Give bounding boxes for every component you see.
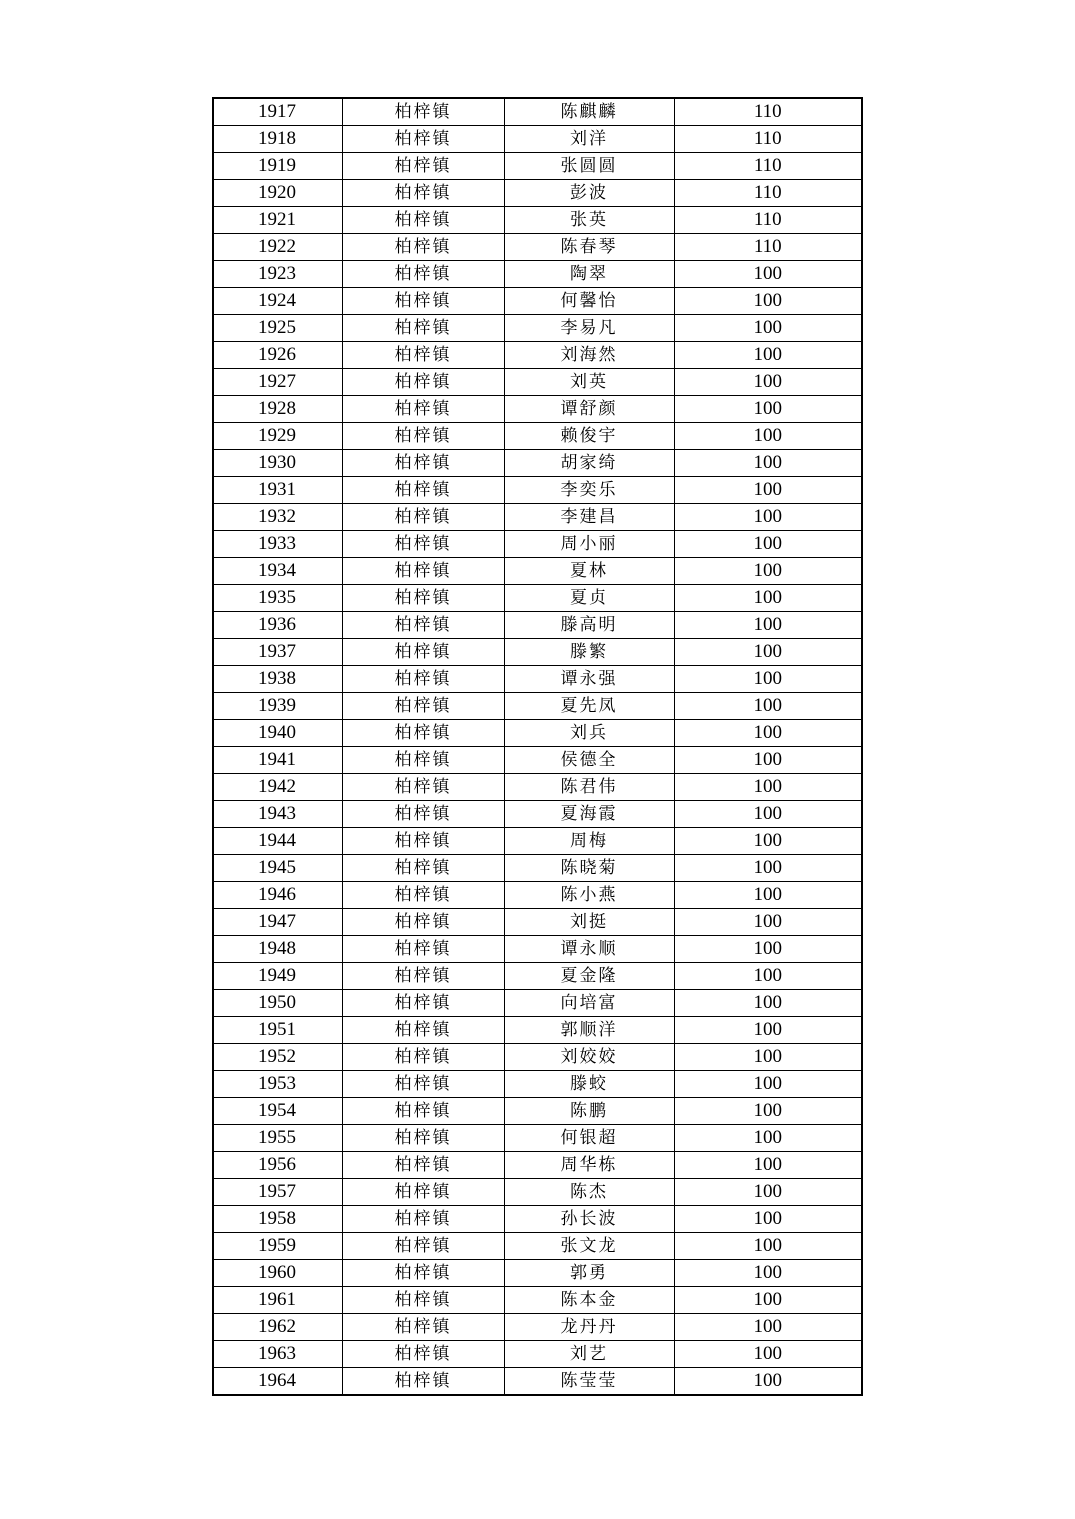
name-cell: 向培富	[504, 990, 674, 1017]
row-number-cell: 1945	[213, 855, 342, 882]
name-cell: 夏海霞	[504, 801, 674, 828]
row-number-cell: 1924	[213, 288, 342, 315]
name-cell: 滕高明	[504, 612, 674, 639]
name-cell: 彭波	[504, 180, 674, 207]
name-cell: 陈麒麟	[504, 98, 674, 126]
amount-cell: 100	[674, 666, 862, 693]
table-row	[213, 1314, 862, 1341]
row-number-cell: 1939	[213, 693, 342, 720]
name-cell: 侯德全	[504, 747, 674, 774]
table-row	[213, 1341, 862, 1368]
amount-cell: 100	[674, 1368, 862, 1396]
amount-cell: 110	[674, 98, 862, 126]
row-number-cell: 1920	[213, 180, 342, 207]
table-row	[213, 558, 862, 585]
row-number-cell: 1931	[213, 477, 342, 504]
name-cell: 赖俊宇	[504, 423, 674, 450]
row-number-cell: 1955	[213, 1125, 342, 1152]
row-number-cell: 1943	[213, 801, 342, 828]
table-row	[213, 585, 862, 612]
name-cell: 刘英	[504, 369, 674, 396]
town-cell: 柏梓镇	[342, 693, 504, 720]
row-number-cell: 1926	[213, 342, 342, 369]
table-row	[213, 504, 862, 531]
row-number-cell: 1938	[213, 666, 342, 693]
town-cell: 柏梓镇	[342, 828, 504, 855]
table-row	[213, 207, 862, 234]
town-cell: 柏梓镇	[342, 450, 504, 477]
row-number-cell: 1954	[213, 1098, 342, 1125]
name-cell: 陈本金	[504, 1287, 674, 1314]
amount-cell: 100	[674, 1179, 862, 1206]
name-cell: 李奕乐	[504, 477, 674, 504]
name-cell: 刘艺	[504, 1341, 674, 1368]
row-number-cell: 1940	[213, 720, 342, 747]
row-number-cell: 1964	[213, 1368, 342, 1396]
row-number-cell: 1919	[213, 153, 342, 180]
name-cell: 刘兵	[504, 720, 674, 747]
town-cell: 柏梓镇	[342, 234, 504, 261]
table-row	[213, 720, 862, 747]
town-cell: 柏梓镇	[342, 774, 504, 801]
row-number-cell: 1956	[213, 1152, 342, 1179]
town-cell: 柏梓镇	[342, 1287, 504, 1314]
row-number-cell: 1925	[213, 315, 342, 342]
amount-cell: 100	[674, 585, 862, 612]
name-cell: 张圆圆	[504, 153, 674, 180]
table-row	[213, 288, 862, 315]
town-cell: 柏梓镇	[342, 1341, 504, 1368]
name-cell: 谭永强	[504, 666, 674, 693]
name-cell: 何馨怡	[504, 288, 674, 315]
row-number-cell: 1958	[213, 1206, 342, 1233]
table-row	[213, 477, 862, 504]
row-number-cell: 1928	[213, 396, 342, 423]
table-row	[213, 261, 862, 288]
amount-cell: 110	[674, 153, 862, 180]
amount-cell: 100	[674, 1125, 862, 1152]
town-cell: 柏梓镇	[342, 1152, 504, 1179]
name-cell: 孙长波	[504, 1206, 674, 1233]
amount-cell: 100	[674, 855, 862, 882]
row-number-cell: 1922	[213, 234, 342, 261]
name-cell: 谭舒颜	[504, 396, 674, 423]
name-cell: 滕蛟	[504, 1071, 674, 1098]
row-number-cell: 1941	[213, 747, 342, 774]
row-number-cell: 1921	[213, 207, 342, 234]
table-row	[213, 180, 862, 207]
amount-cell: 100	[674, 801, 862, 828]
town-cell: 柏梓镇	[342, 612, 504, 639]
name-cell: 郭勇	[504, 1260, 674, 1287]
town-cell: 柏梓镇	[342, 180, 504, 207]
town-cell: 柏梓镇	[342, 369, 504, 396]
row-number-cell: 1944	[213, 828, 342, 855]
name-cell: 陶翠	[504, 261, 674, 288]
amount-cell: 100	[674, 450, 862, 477]
town-cell: 柏梓镇	[342, 1125, 504, 1152]
amount-cell: 100	[674, 1017, 862, 1044]
name-cell: 夏贞	[504, 585, 674, 612]
name-cell: 滕繁	[504, 639, 674, 666]
row-number-cell: 1960	[213, 1260, 342, 1287]
town-cell: 柏梓镇	[342, 1206, 504, 1233]
name-cell: 郭顺洋	[504, 1017, 674, 1044]
amount-cell: 100	[674, 828, 862, 855]
name-cell: 陈鹏	[504, 1098, 674, 1125]
town-cell: 柏梓镇	[342, 126, 504, 153]
table-row	[213, 1233, 862, 1260]
name-cell: 夏先凤	[504, 693, 674, 720]
table-row	[213, 666, 862, 693]
town-cell: 柏梓镇	[342, 909, 504, 936]
table-row	[213, 909, 862, 936]
amount-cell: 100	[674, 720, 862, 747]
name-cell: 张文龙	[504, 1233, 674, 1260]
town-cell: 柏梓镇	[342, 1044, 504, 1071]
name-cell: 刘姣姣	[504, 1044, 674, 1071]
name-cell: 陈小燕	[504, 882, 674, 909]
town-cell: 柏梓镇	[342, 747, 504, 774]
row-number-cell: 1950	[213, 990, 342, 1017]
amount-cell: 100	[674, 909, 862, 936]
town-cell: 柏梓镇	[342, 1017, 504, 1044]
town-cell: 柏梓镇	[342, 1368, 504, 1396]
town-cell: 柏梓镇	[342, 423, 504, 450]
name-cell: 陈君伟	[504, 774, 674, 801]
name-cell: 胡家绮	[504, 450, 674, 477]
amount-cell: 100	[674, 1071, 862, 1098]
town-cell: 柏梓镇	[342, 288, 504, 315]
table-row	[213, 1152, 862, 1179]
amount-cell: 100	[674, 936, 862, 963]
amount-cell: 100	[674, 1287, 862, 1314]
table-row	[213, 342, 862, 369]
table-row	[213, 1260, 862, 1287]
town-cell: 柏梓镇	[342, 666, 504, 693]
table-row	[213, 693, 862, 720]
row-number-cell: 1959	[213, 1233, 342, 1260]
amount-cell: 100	[674, 963, 862, 990]
name-cell: 刘挺	[504, 909, 674, 936]
row-number-cell: 1933	[213, 531, 342, 558]
town-cell: 柏梓镇	[342, 315, 504, 342]
town-cell: 柏梓镇	[342, 855, 504, 882]
table-row	[213, 963, 862, 990]
town-cell: 柏梓镇	[342, 1233, 504, 1260]
amount-cell: 100	[674, 1314, 862, 1341]
table-row	[213, 612, 862, 639]
name-cell: 陈春琴	[504, 234, 674, 261]
table-row	[213, 126, 862, 153]
amount-cell: 100	[674, 1341, 862, 1368]
name-cell: 夏金隆	[504, 963, 674, 990]
table-row	[213, 747, 862, 774]
town-cell: 柏梓镇	[342, 342, 504, 369]
town-cell: 柏梓镇	[342, 963, 504, 990]
table-row	[213, 234, 862, 261]
table-row	[213, 1206, 862, 1233]
amount-cell: 100	[674, 531, 862, 558]
table-row	[213, 153, 862, 180]
town-cell: 柏梓镇	[342, 1098, 504, 1125]
amount-cell: 100	[674, 612, 862, 639]
amount-cell: 100	[674, 639, 862, 666]
table-row	[213, 990, 862, 1017]
name-cell: 周梅	[504, 828, 674, 855]
amount-cell: 100	[674, 747, 862, 774]
amount-cell: 100	[674, 774, 862, 801]
row-number-cell: 1961	[213, 1287, 342, 1314]
name-cell: 周小丽	[504, 531, 674, 558]
table-row	[213, 855, 862, 882]
table-row	[213, 1071, 862, 1098]
name-cell: 谭永顺	[504, 936, 674, 963]
table-row	[213, 1044, 862, 1071]
town-cell: 柏梓镇	[342, 936, 504, 963]
name-cell: 陈杰	[504, 1179, 674, 1206]
name-cell: 陈晓菊	[504, 855, 674, 882]
town-cell: 柏梓镇	[342, 261, 504, 288]
row-number-cell: 1918	[213, 126, 342, 153]
row-number-cell: 1952	[213, 1044, 342, 1071]
amount-cell: 100	[674, 1044, 862, 1071]
table-row	[213, 882, 862, 909]
table-row	[213, 98, 862, 126]
row-number-cell: 1948	[213, 936, 342, 963]
row-number-cell: 1935	[213, 585, 342, 612]
row-number-cell: 1923	[213, 261, 342, 288]
town-cell: 柏梓镇	[342, 801, 504, 828]
amount-cell: 100	[674, 1098, 862, 1125]
town-cell: 柏梓镇	[342, 153, 504, 180]
row-number-cell: 1917	[213, 98, 342, 126]
town-cell: 柏梓镇	[342, 1071, 504, 1098]
town-cell: 柏梓镇	[342, 477, 504, 504]
amount-cell: 100	[674, 396, 862, 423]
name-cell: 陈莹莹	[504, 1368, 674, 1396]
amount-cell: 100	[674, 990, 862, 1017]
town-cell: 柏梓镇	[342, 639, 504, 666]
table-row	[213, 774, 862, 801]
amount-cell: 100	[674, 288, 862, 315]
amount-cell: 100	[674, 261, 862, 288]
table-body	[213, 98, 862, 1395]
amount-cell: 100	[674, 1206, 862, 1233]
town-cell: 柏梓镇	[342, 585, 504, 612]
name-cell: 李建昌	[504, 504, 674, 531]
town-cell: 柏梓镇	[342, 882, 504, 909]
row-number-cell: 1937	[213, 639, 342, 666]
amount-cell: 100	[674, 315, 862, 342]
row-number-cell: 1962	[213, 1314, 342, 1341]
table-row	[213, 1287, 862, 1314]
amount-cell: 100	[674, 342, 862, 369]
name-cell: 龙丹丹	[504, 1314, 674, 1341]
town-cell: 柏梓镇	[342, 1179, 504, 1206]
table-row	[213, 423, 862, 450]
row-number-cell: 1951	[213, 1017, 342, 1044]
amount-cell: 100	[674, 558, 862, 585]
table-row	[213, 801, 862, 828]
table-row	[213, 828, 862, 855]
name-cell: 夏林	[504, 558, 674, 585]
row-number-cell: 1946	[213, 882, 342, 909]
amount-cell: 110	[674, 180, 862, 207]
table-row	[213, 936, 862, 963]
table-row	[213, 315, 862, 342]
town-cell: 柏梓镇	[342, 504, 504, 531]
town-cell: 柏梓镇	[342, 98, 504, 126]
town-cell: 柏梓镇	[342, 531, 504, 558]
table-row	[213, 369, 862, 396]
name-cell: 刘海然	[504, 342, 674, 369]
name-cell: 周华栋	[504, 1152, 674, 1179]
name-cell: 李易凡	[504, 315, 674, 342]
amount-cell: 110	[674, 126, 862, 153]
amount-cell: 100	[674, 693, 862, 720]
table-row	[213, 639, 862, 666]
row-number-cell: 1953	[213, 1071, 342, 1098]
town-cell: 柏梓镇	[342, 990, 504, 1017]
town-cell: 柏梓镇	[342, 1260, 504, 1287]
town-cell: 柏梓镇	[342, 720, 504, 747]
row-number-cell: 1942	[213, 774, 342, 801]
amount-cell: 100	[674, 1233, 862, 1260]
row-number-cell: 1929	[213, 423, 342, 450]
amount-cell: 100	[674, 1152, 862, 1179]
amount-cell: 100	[674, 882, 862, 909]
amount-cell: 100	[674, 477, 862, 504]
table-row	[213, 396, 862, 423]
row-number-cell: 1947	[213, 909, 342, 936]
town-cell: 柏梓镇	[342, 396, 504, 423]
amount-cell: 100	[674, 1260, 862, 1287]
amount-cell: 110	[674, 234, 862, 261]
row-number-cell: 1957	[213, 1179, 342, 1206]
name-cell: 张英	[504, 207, 674, 234]
table-row	[213, 1017, 862, 1044]
amount-cell: 100	[674, 369, 862, 396]
name-cell: 刘洋	[504, 126, 674, 153]
row-number-cell: 1936	[213, 612, 342, 639]
row-number-cell: 1932	[213, 504, 342, 531]
row-number-cell: 1963	[213, 1341, 342, 1368]
name-cell: 何银超	[504, 1125, 674, 1152]
table-row	[213, 1179, 862, 1206]
table-row	[213, 1125, 862, 1152]
row-number-cell: 1930	[213, 450, 342, 477]
row-number-cell: 1934	[213, 558, 342, 585]
recipient-table	[212, 97, 863, 1396]
amount-cell: 100	[674, 423, 862, 450]
table-row	[213, 531, 862, 558]
table-row	[213, 450, 862, 477]
row-number-cell: 1927	[213, 369, 342, 396]
town-cell: 柏梓镇	[342, 558, 504, 585]
row-number-cell: 1949	[213, 963, 342, 990]
amount-cell: 100	[674, 504, 862, 531]
town-cell: 柏梓镇	[342, 207, 504, 234]
amount-cell: 110	[674, 207, 862, 234]
table-row	[213, 1368, 862, 1396]
town-cell: 柏梓镇	[342, 1314, 504, 1341]
table-row	[213, 1098, 862, 1125]
